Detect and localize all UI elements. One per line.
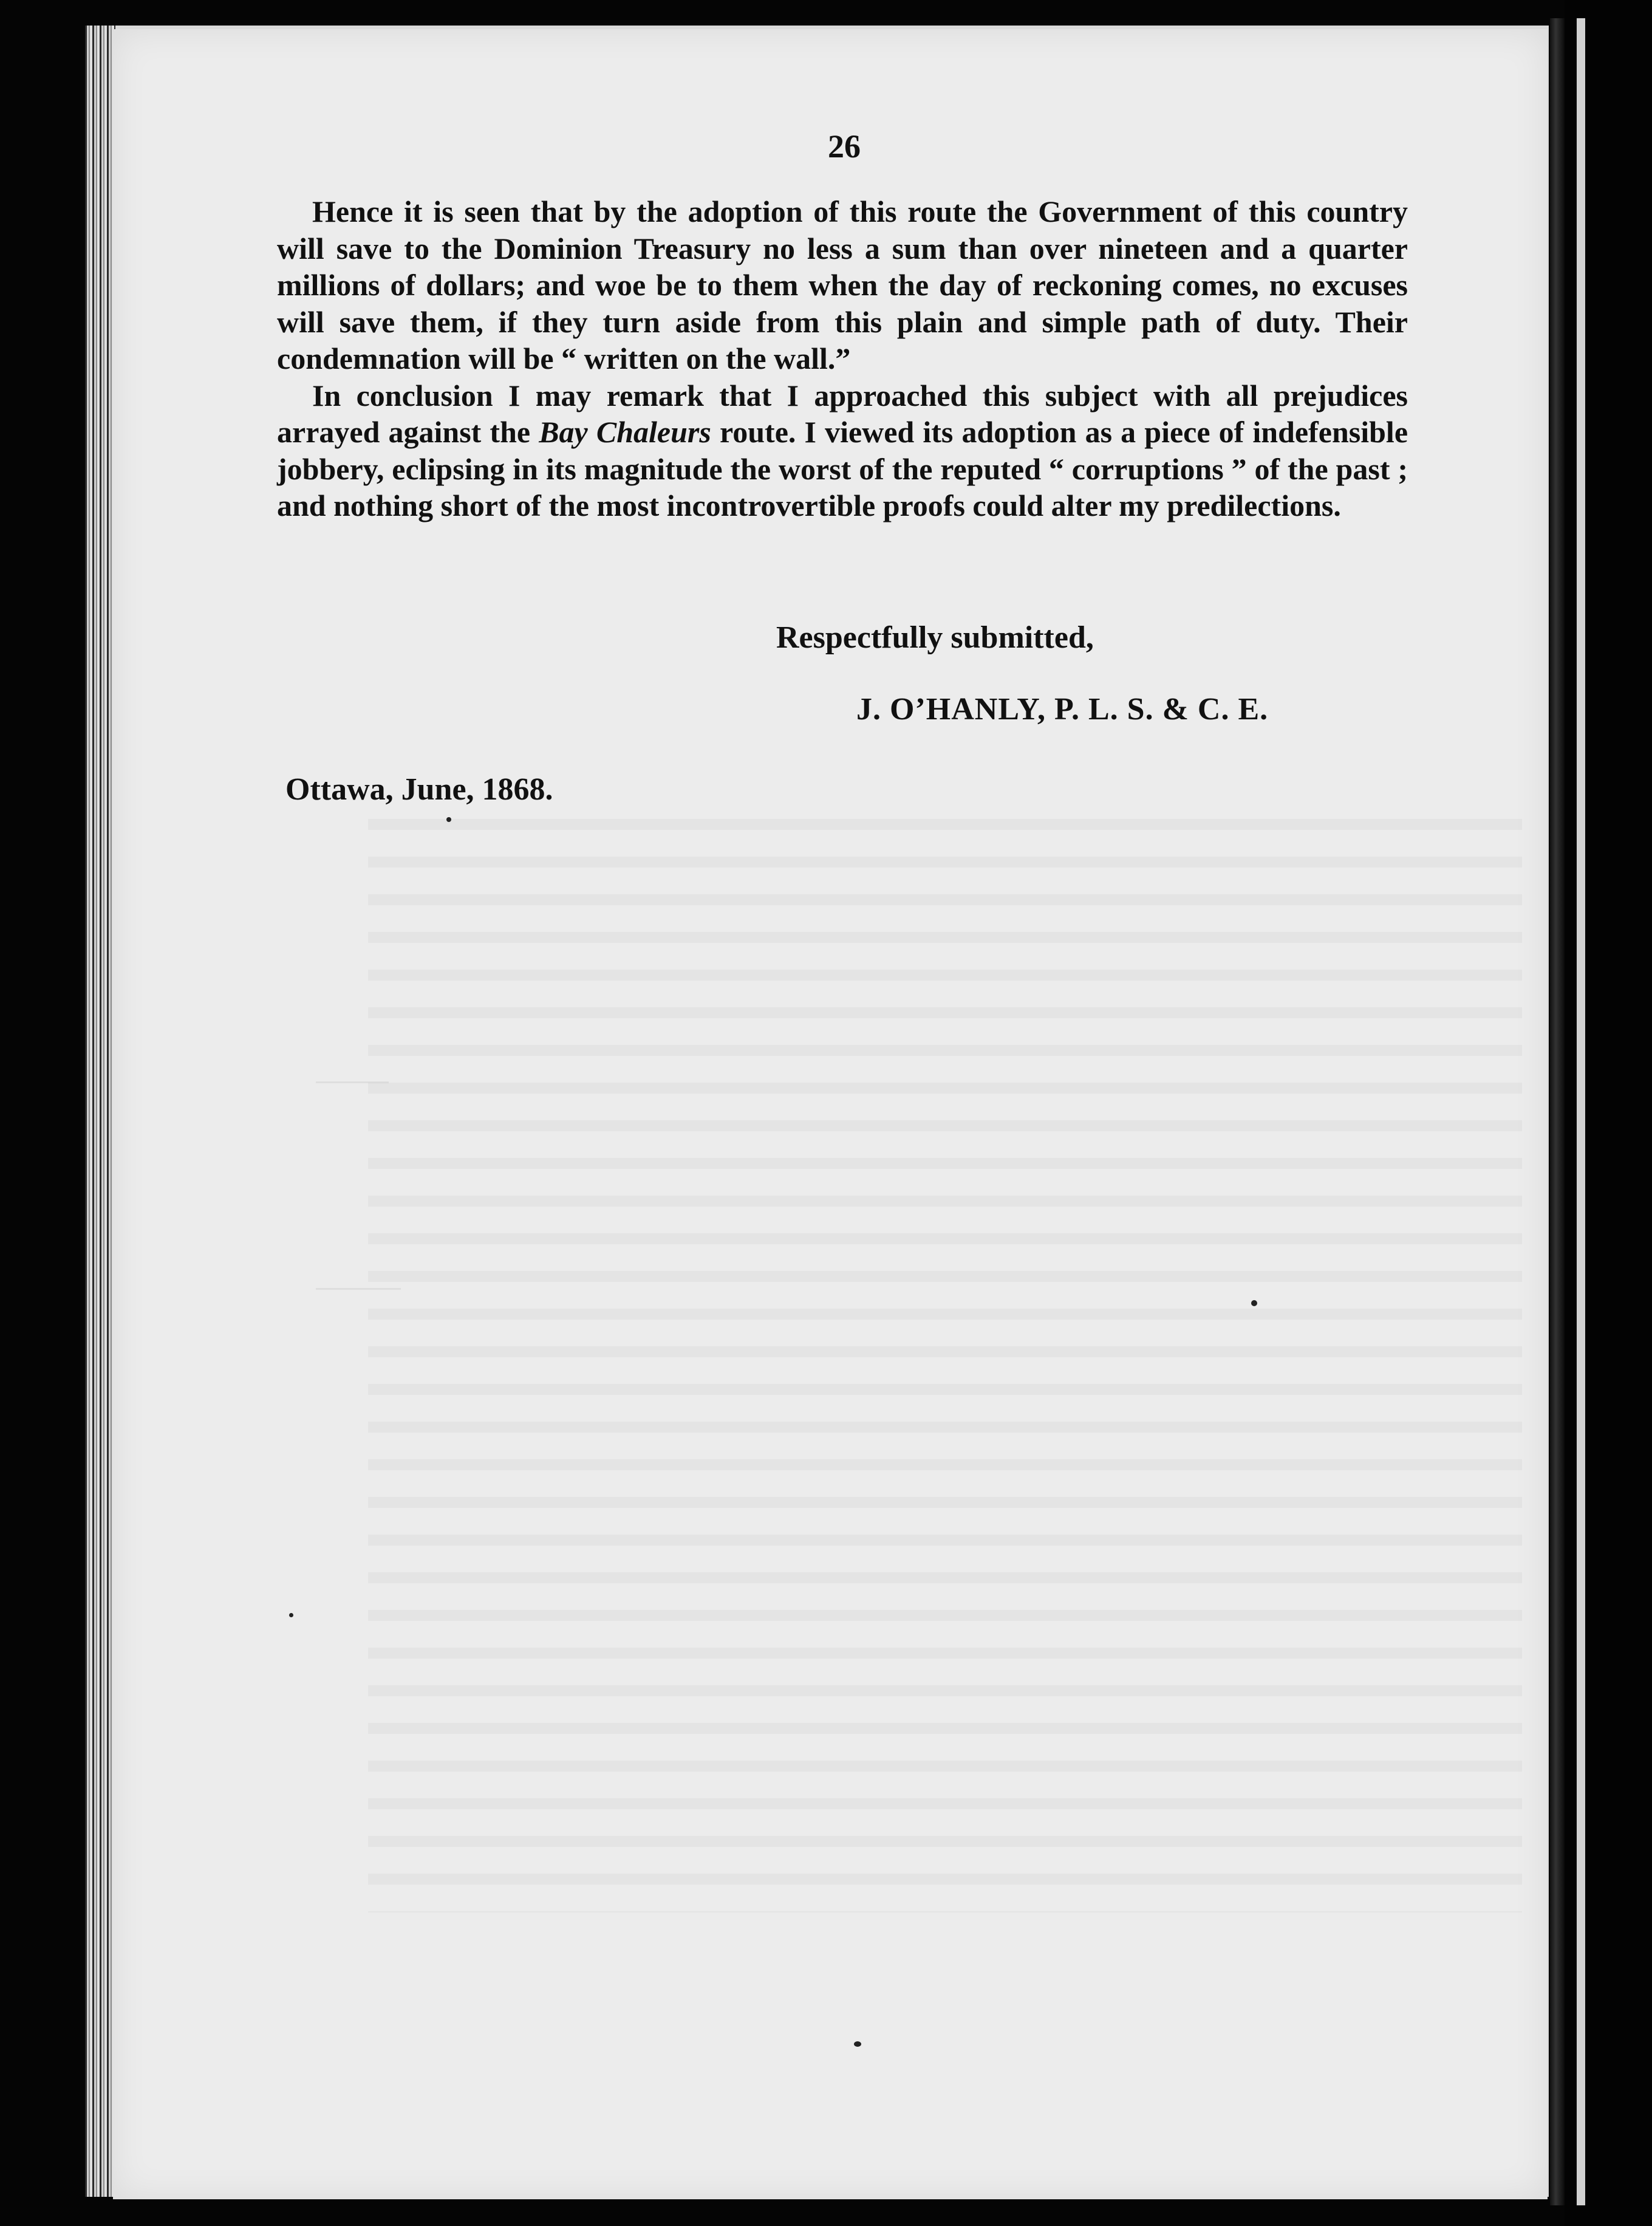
ink-speck bbox=[289, 1613, 293, 1617]
ink-speck bbox=[854, 2041, 861, 2047]
page-number: 26 bbox=[828, 128, 861, 165]
paragraph-conclusion-end: route. I viewed its adoption as a piece of indefensible jobbery, eclipsing in its magnitude the worst of the reputed “ corruptions ” of the past ; and nothing short of the most incontrovertible proofs could alter my predilections. bbox=[277, 415, 1408, 522]
body-text bbox=[277, 193, 1408, 524]
route-name-emphasis: Bay Chaleurs bbox=[539, 415, 711, 449]
bleed-through-rule bbox=[316, 1081, 389, 1083]
paragraph-savings: Hence it is seen that by the adoption of this route the Government of this country will save to the Dominion Treasury no less a sum than over nineteen and a quarter millions of dollars; and woe be to them when the day of reckoning comes, no excuses will save them, if they turn aside from this plain and simple path of duty. Their condemnation will be “ written on the wall.” bbox=[277, 194, 1408, 375]
paragraph-conclusion bbox=[277, 377, 1408, 524]
closing-line: Respectfully submitted, bbox=[776, 620, 1094, 655]
bleed-through-text bbox=[368, 819, 1522, 1913]
ink-speck bbox=[446, 817, 451, 822]
ink-speck bbox=[1251, 1300, 1257, 1306]
binding-shadow bbox=[1550, 18, 1565, 2205]
paragraph-conclusion-start: In conclusion I may remark that I approached this subject with all prejudices arrayed against the bbox=[277, 378, 1408, 449]
bleed-through-rule bbox=[316, 1288, 401, 1290]
signature: J. O’HANLY, P. L. S. & C. E. bbox=[856, 692, 1269, 727]
place-date: Ottawa, June, 1868. bbox=[285, 772, 553, 807]
scan-border bbox=[1565, 0, 1652, 2226]
